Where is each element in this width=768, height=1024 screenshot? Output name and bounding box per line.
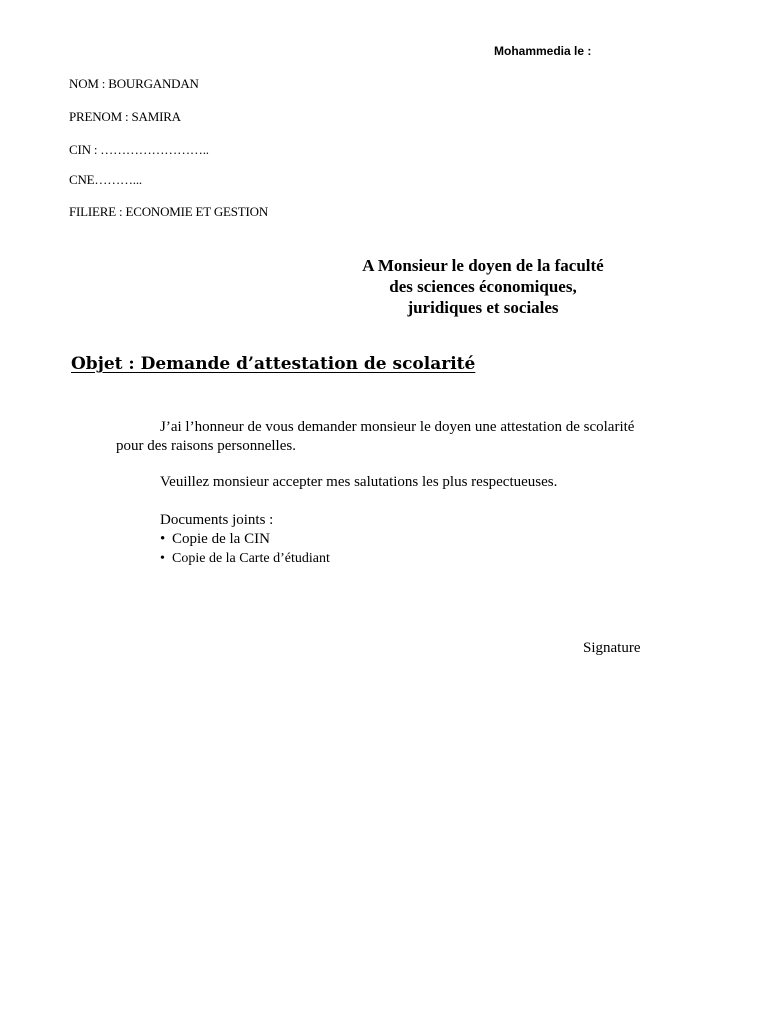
prenom-line: PRENOM : SAMIRA [69,109,181,124]
attached-documents-list [160,530,330,568]
attached-documents-title: Documents joints : [160,512,274,528]
list-item-label: Copie de la CIN [172,531,270,547]
recipient-line: des sciences économiques, [389,277,577,296]
place-date: Mohammedia le : [494,44,592,58]
subject-line: Objet : Demande d’attestation de scolarité [71,354,476,374]
recipient-line: A Monsieur le doyen de la faculté [362,256,604,275]
recipient-block [300,255,666,318]
body-paragraph-text: J’ai l’honneur de vous demander monsieur le doyen une attestation de scolarité pour des raisons personnelles. [116,419,635,454]
signature-label: Signature [583,640,641,656]
cin-line: CIN : …………………….. [69,142,209,157]
list-item [160,530,330,549]
body-paragraph-salutation: Veuillez monsieur accepter mes salutations les plus respectueuses. [160,474,558,490]
filiere-line: FILIERE : ECONOMIE ET GESTION [69,204,269,219]
list-item [160,549,330,568]
nom-line: NOM : BOURGANDAN [69,76,199,91]
recipient-line: juridiques et sociales [407,298,559,317]
body-paragraph-request [116,418,646,456]
list-item-label: Copie de la Carte d’étudiant [172,551,330,566]
bullet-icon: • [160,531,166,547]
attached-documents [160,511,330,568]
cne-line: CNE………... [69,172,142,187]
bullet-icon: • [160,551,165,566]
